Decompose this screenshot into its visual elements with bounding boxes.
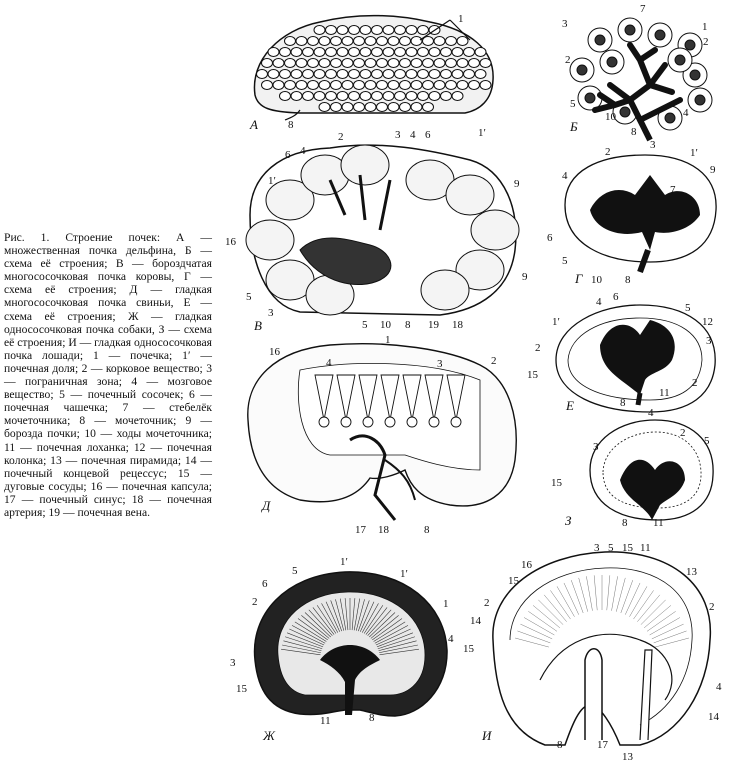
panel-v-drawing bbox=[246, 145, 519, 315]
label-v-19: 19 bbox=[428, 319, 439, 331]
label-i-15b: 15 bbox=[508, 575, 519, 587]
label-e-5: 5 bbox=[685, 302, 691, 314]
label-d-16: 16 bbox=[269, 346, 280, 358]
label-g-2: 2 bbox=[605, 146, 611, 158]
label-g-1p: 1′ bbox=[690, 147, 698, 159]
panel-label-e: Е bbox=[566, 398, 574, 413]
panel-label-d: Д bbox=[262, 498, 271, 513]
label-zh-4: 4 bbox=[448, 633, 454, 645]
label-b-7: 7 bbox=[640, 3, 646, 15]
label-d-3: 3 bbox=[437, 358, 443, 370]
label-v-3: 3 bbox=[395, 129, 401, 141]
label-d-18: 18 bbox=[378, 524, 389, 536]
label-g-9: 9 bbox=[710, 164, 716, 176]
label-g-5: 5 bbox=[562, 255, 568, 267]
label-v-6a: 6 bbox=[425, 129, 431, 141]
label-i-14a: 14 bbox=[470, 615, 481, 627]
label-v-5a: 5 bbox=[246, 291, 252, 303]
label-z-8: 8 bbox=[622, 517, 628, 529]
label-i-8: 8 bbox=[557, 739, 563, 751]
label-g-6: 6 bbox=[547, 232, 553, 244]
panel-label-a: А bbox=[250, 117, 258, 132]
panel-b-drawing bbox=[570, 18, 712, 140]
label-zh-1: 1 bbox=[443, 598, 449, 610]
label-b-5: 5 bbox=[570, 98, 576, 110]
label-e-3: 3 bbox=[706, 335, 712, 347]
label-g-7: 7 bbox=[670, 184, 676, 196]
label-i-16: 16 bbox=[521, 559, 532, 571]
label-v-1p-left: 1′ bbox=[268, 175, 276, 187]
label-zh-1p: 1′ bbox=[340, 556, 348, 568]
panel-label-b: Б bbox=[570, 119, 578, 134]
label-i-13a: 13 bbox=[686, 566, 697, 578]
label-v-16: 16 bbox=[225, 236, 236, 248]
label-z-2: 2 bbox=[680, 427, 686, 439]
label-v-4b: 4 bbox=[300, 145, 306, 157]
label-i-3: 3 bbox=[594, 542, 600, 554]
label-z-3: 3 bbox=[593, 441, 599, 453]
label-i-5: 5 bbox=[608, 542, 614, 554]
panel-z-drawing bbox=[590, 420, 713, 520]
label-e-15: 15 bbox=[527, 369, 538, 381]
label-a-1: 1 bbox=[458, 13, 464, 25]
label-zh-5: 5 bbox=[292, 565, 298, 577]
label-d-8: 8 bbox=[424, 524, 430, 536]
label-v-3b: 3 bbox=[268, 307, 274, 319]
label-d-4: 4 bbox=[326, 357, 332, 369]
panel-label-z: З bbox=[565, 513, 572, 528]
label-v-4a: 4 bbox=[410, 129, 416, 141]
panel-g-drawing bbox=[565, 155, 716, 272]
panel-d-drawing bbox=[248, 344, 516, 520]
label-zh-15: 15 bbox=[236, 683, 247, 695]
label-b-3: 3 bbox=[562, 18, 568, 30]
label-g-10: 10 bbox=[591, 274, 602, 286]
panel-e-drawing bbox=[556, 305, 715, 412]
label-i-15a: 15 bbox=[622, 542, 633, 554]
label-zh-3: 3 bbox=[230, 657, 236, 669]
label-i-14b: 14 bbox=[708, 711, 719, 723]
label-i-13b: 13 bbox=[622, 751, 633, 763]
label-g-8: 8 bbox=[625, 274, 631, 286]
label-e-2-left: 2 bbox=[535, 342, 541, 354]
label-v-1p: 1′ bbox=[478, 127, 486, 139]
label-g-4: 4 bbox=[562, 170, 568, 182]
label-g-3: 3 bbox=[650, 139, 656, 151]
panel-label-v: В bbox=[254, 318, 262, 333]
label-v-2: 2 bbox=[338, 131, 344, 143]
label-b-8: 8 bbox=[631, 126, 637, 138]
label-i-2-right: 2 bbox=[709, 601, 715, 613]
label-v-9b: 9 bbox=[522, 271, 528, 283]
label-b-4: 4 bbox=[683, 107, 689, 119]
label-e-2-right: 2 bbox=[692, 377, 698, 389]
label-z-15: 15 bbox=[551, 477, 562, 489]
label-z-11: 11 bbox=[653, 517, 664, 529]
label-b-2-right: 2 bbox=[703, 36, 709, 48]
label-z-4: 4 bbox=[648, 407, 654, 419]
panel-label-i: И bbox=[482, 728, 492, 743]
label-i-4: 4 bbox=[716, 681, 722, 693]
label-e-11: 11 bbox=[659, 387, 670, 399]
label-v-18: 18 bbox=[452, 319, 463, 331]
label-d-17: 17 bbox=[355, 524, 366, 536]
label-i-15c: 15 bbox=[463, 643, 474, 655]
panel-i-drawing bbox=[493, 552, 711, 745]
label-i-2-left: 2 bbox=[484, 597, 490, 609]
label-b-2-left: 2 bbox=[565, 54, 571, 66]
label-b-10: 10 bbox=[605, 111, 616, 123]
label-zh-11: 11 bbox=[320, 715, 331, 727]
label-e-12: 12 bbox=[702, 316, 713, 328]
panel-label-zh: Ж bbox=[263, 728, 275, 743]
panel-label-g: Г bbox=[575, 271, 583, 286]
label-v-10: 10 bbox=[380, 319, 391, 331]
label-zh-1pp: 1′ bbox=[400, 568, 408, 580]
label-e-8: 8 bbox=[620, 397, 626, 409]
label-v-5b: 5 bbox=[362, 319, 368, 331]
label-zh-2: 2 bbox=[252, 596, 258, 608]
label-a-8: 8 bbox=[288, 119, 294, 131]
label-z-5: 5 bbox=[704, 435, 710, 447]
label-e-4: 4 bbox=[596, 296, 602, 308]
panel-a-drawing bbox=[254, 16, 493, 120]
label-e-6: 6 bbox=[613, 291, 619, 303]
label-v-8: 8 bbox=[405, 319, 411, 331]
label-v-6b: 6 bbox=[285, 149, 291, 161]
label-v-9a: 9 bbox=[514, 178, 520, 190]
label-i-11: 11 bbox=[640, 542, 651, 554]
label-e-1p: 1′ bbox=[552, 316, 560, 328]
label-d-2: 2 bbox=[491, 355, 497, 367]
panel-zh-drawing bbox=[255, 572, 447, 716]
label-zh-6: 6 bbox=[262, 578, 268, 590]
label-i-17: 17 bbox=[597, 739, 608, 751]
figure-caption: Рис. 1. Строение почек: А — множественная почка дельфина, Б — схема её строения; В — бороздчатая многососочковая почка коровы, Г — схема её строения; Д — гладкая многососочковая почка свиньи, Е — схема её строения; Ж — гладкая однососочковая почка собаки, З — схема её строения; И — гладкая однососочковая почка лошади; 1 — почечка; 1′ — почечная доля; 2 — корковое вещество; 3 — пограничная зона; 4 — мозговое вещество; 5 — почечный сосочек; 6 — почечная чашечка; 7 — стебелёк мочеточника; 8 — мочеточник; 9 — борозда почки; 10 — ходы мочеточника; 11 — почечная лоханка; 12 — почечная колонка; 13 — почечная пирамида; 14 — почечный концевой рецессус; 15 — дуговые сосуды; 16 — почечная капсула; 17 — почечный синус; 18 — почечная артерия; 19 — почечная вена. bbox=[4, 231, 212, 519]
label-b-1: 1 bbox=[702, 21, 708, 33]
label-d-1: 1 bbox=[385, 334, 391, 346]
label-zh-8: 8 bbox=[369, 712, 375, 724]
